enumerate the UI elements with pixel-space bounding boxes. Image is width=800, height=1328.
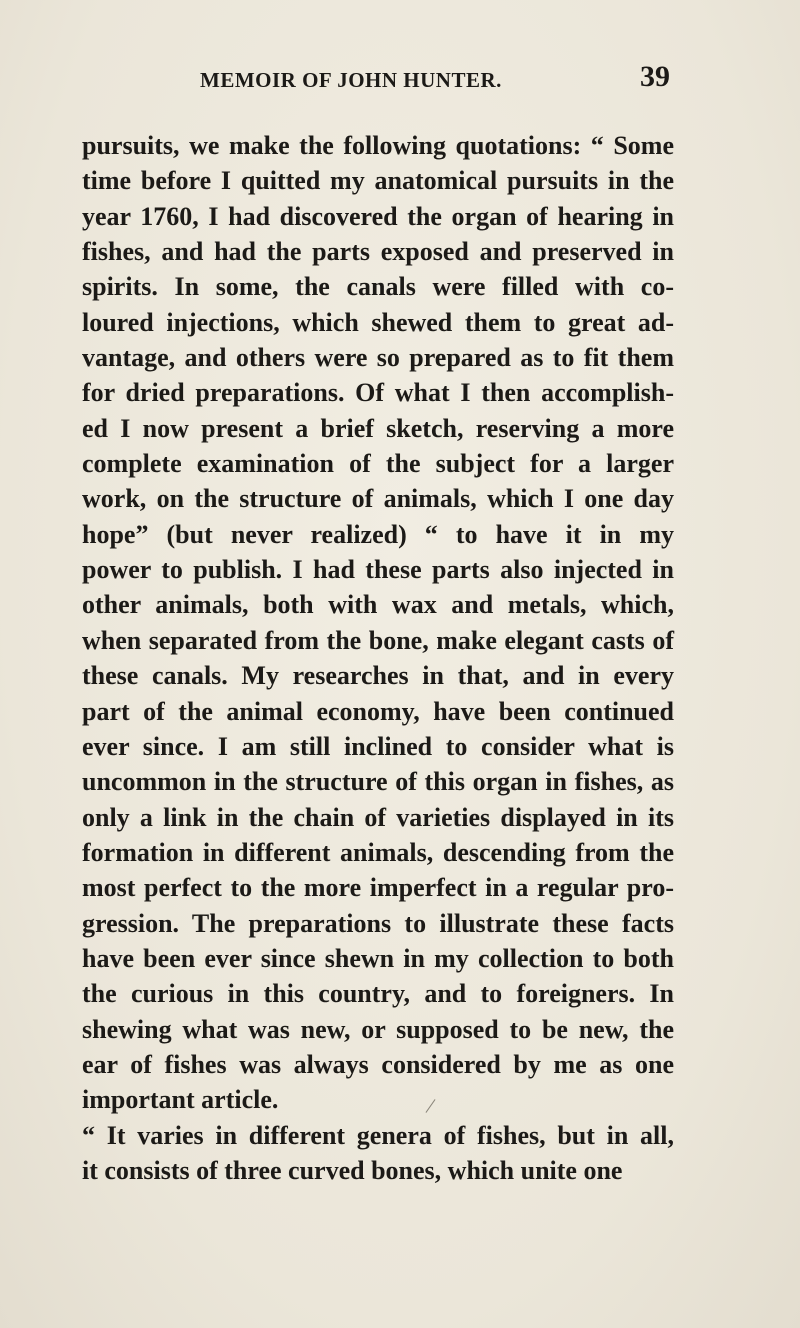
text-line: shewing what was new, or supposed to be new, the (82, 1014, 674, 1044)
text-line: these canals. My researches in that, and in every (82, 661, 674, 691)
text-line: for dried preparations. Of what I then accomplish- (82, 378, 674, 408)
text-line: time before I quitted my anatomical pursuits in the (82, 166, 674, 196)
text-line: only a link in the chain of varieties displayed in its (82, 802, 674, 832)
text-line: gression. The preparations to illustrate these facts (82, 908, 674, 938)
body-text (82, 128, 674, 1188)
text-line: loured injections, which shewed them to great ad- (82, 307, 674, 337)
page-number: 39 (640, 60, 670, 93)
text-line: vantage, and others were so prepared as to fit them (82, 343, 674, 373)
text-line: part of the animal economy, have been continued (82, 696, 674, 726)
text-line: have been ever since shewn in my collection to both (82, 943, 674, 973)
text-line: year 1760, I had discovered the organ of hearing in (82, 201, 674, 231)
text-line: hope” (but never realized) “ to have it in my (82, 519, 674, 549)
text-line: ed I now present a brief sketch, reserving a more (82, 413, 674, 443)
text-line: it consists of three curved bones, which unite one (82, 1155, 623, 1185)
text-line: formation in different animals, descending from the (82, 837, 674, 867)
text-line: power to publish. I had these parts also injected in (82, 555, 674, 585)
text-line: “ It varies in different genera of fishes, but in all, (82, 1120, 674, 1150)
text-line: uncommon in the structure of this organ in fishes, as (82, 767, 674, 797)
text-line: when separated from the bone, make elegant casts of (82, 625, 674, 655)
text-line: fishes, and had the parts exposed and preserved in (82, 237, 674, 267)
text-line: ever since. I am still inclined to consider what is (82, 731, 674, 761)
text-line: important article. (82, 1085, 279, 1115)
text-line: pursuits, we make the following quotations: “ Some (82, 131, 674, 160)
running-title: MEMOIR OF JOHN HUNTER. (200, 68, 502, 92)
running-head (80, 58, 670, 98)
text-line: most perfect to the more imperfect in a regular pro- (82, 873, 674, 903)
text-line: ear of fishes was always considered by me as one (82, 1049, 674, 1079)
text-line: the curious in this country, and to foreigners. In (82, 979, 674, 1009)
text-line: work, on the structure of animals, which I one day (82, 484, 674, 514)
text-line: complete examination of the subject for a larger (82, 449, 674, 479)
text-line: other animals, both with wax and metals, which, (82, 590, 674, 620)
text-line: spirits. In some, the canals were filled with co- (82, 272, 674, 302)
